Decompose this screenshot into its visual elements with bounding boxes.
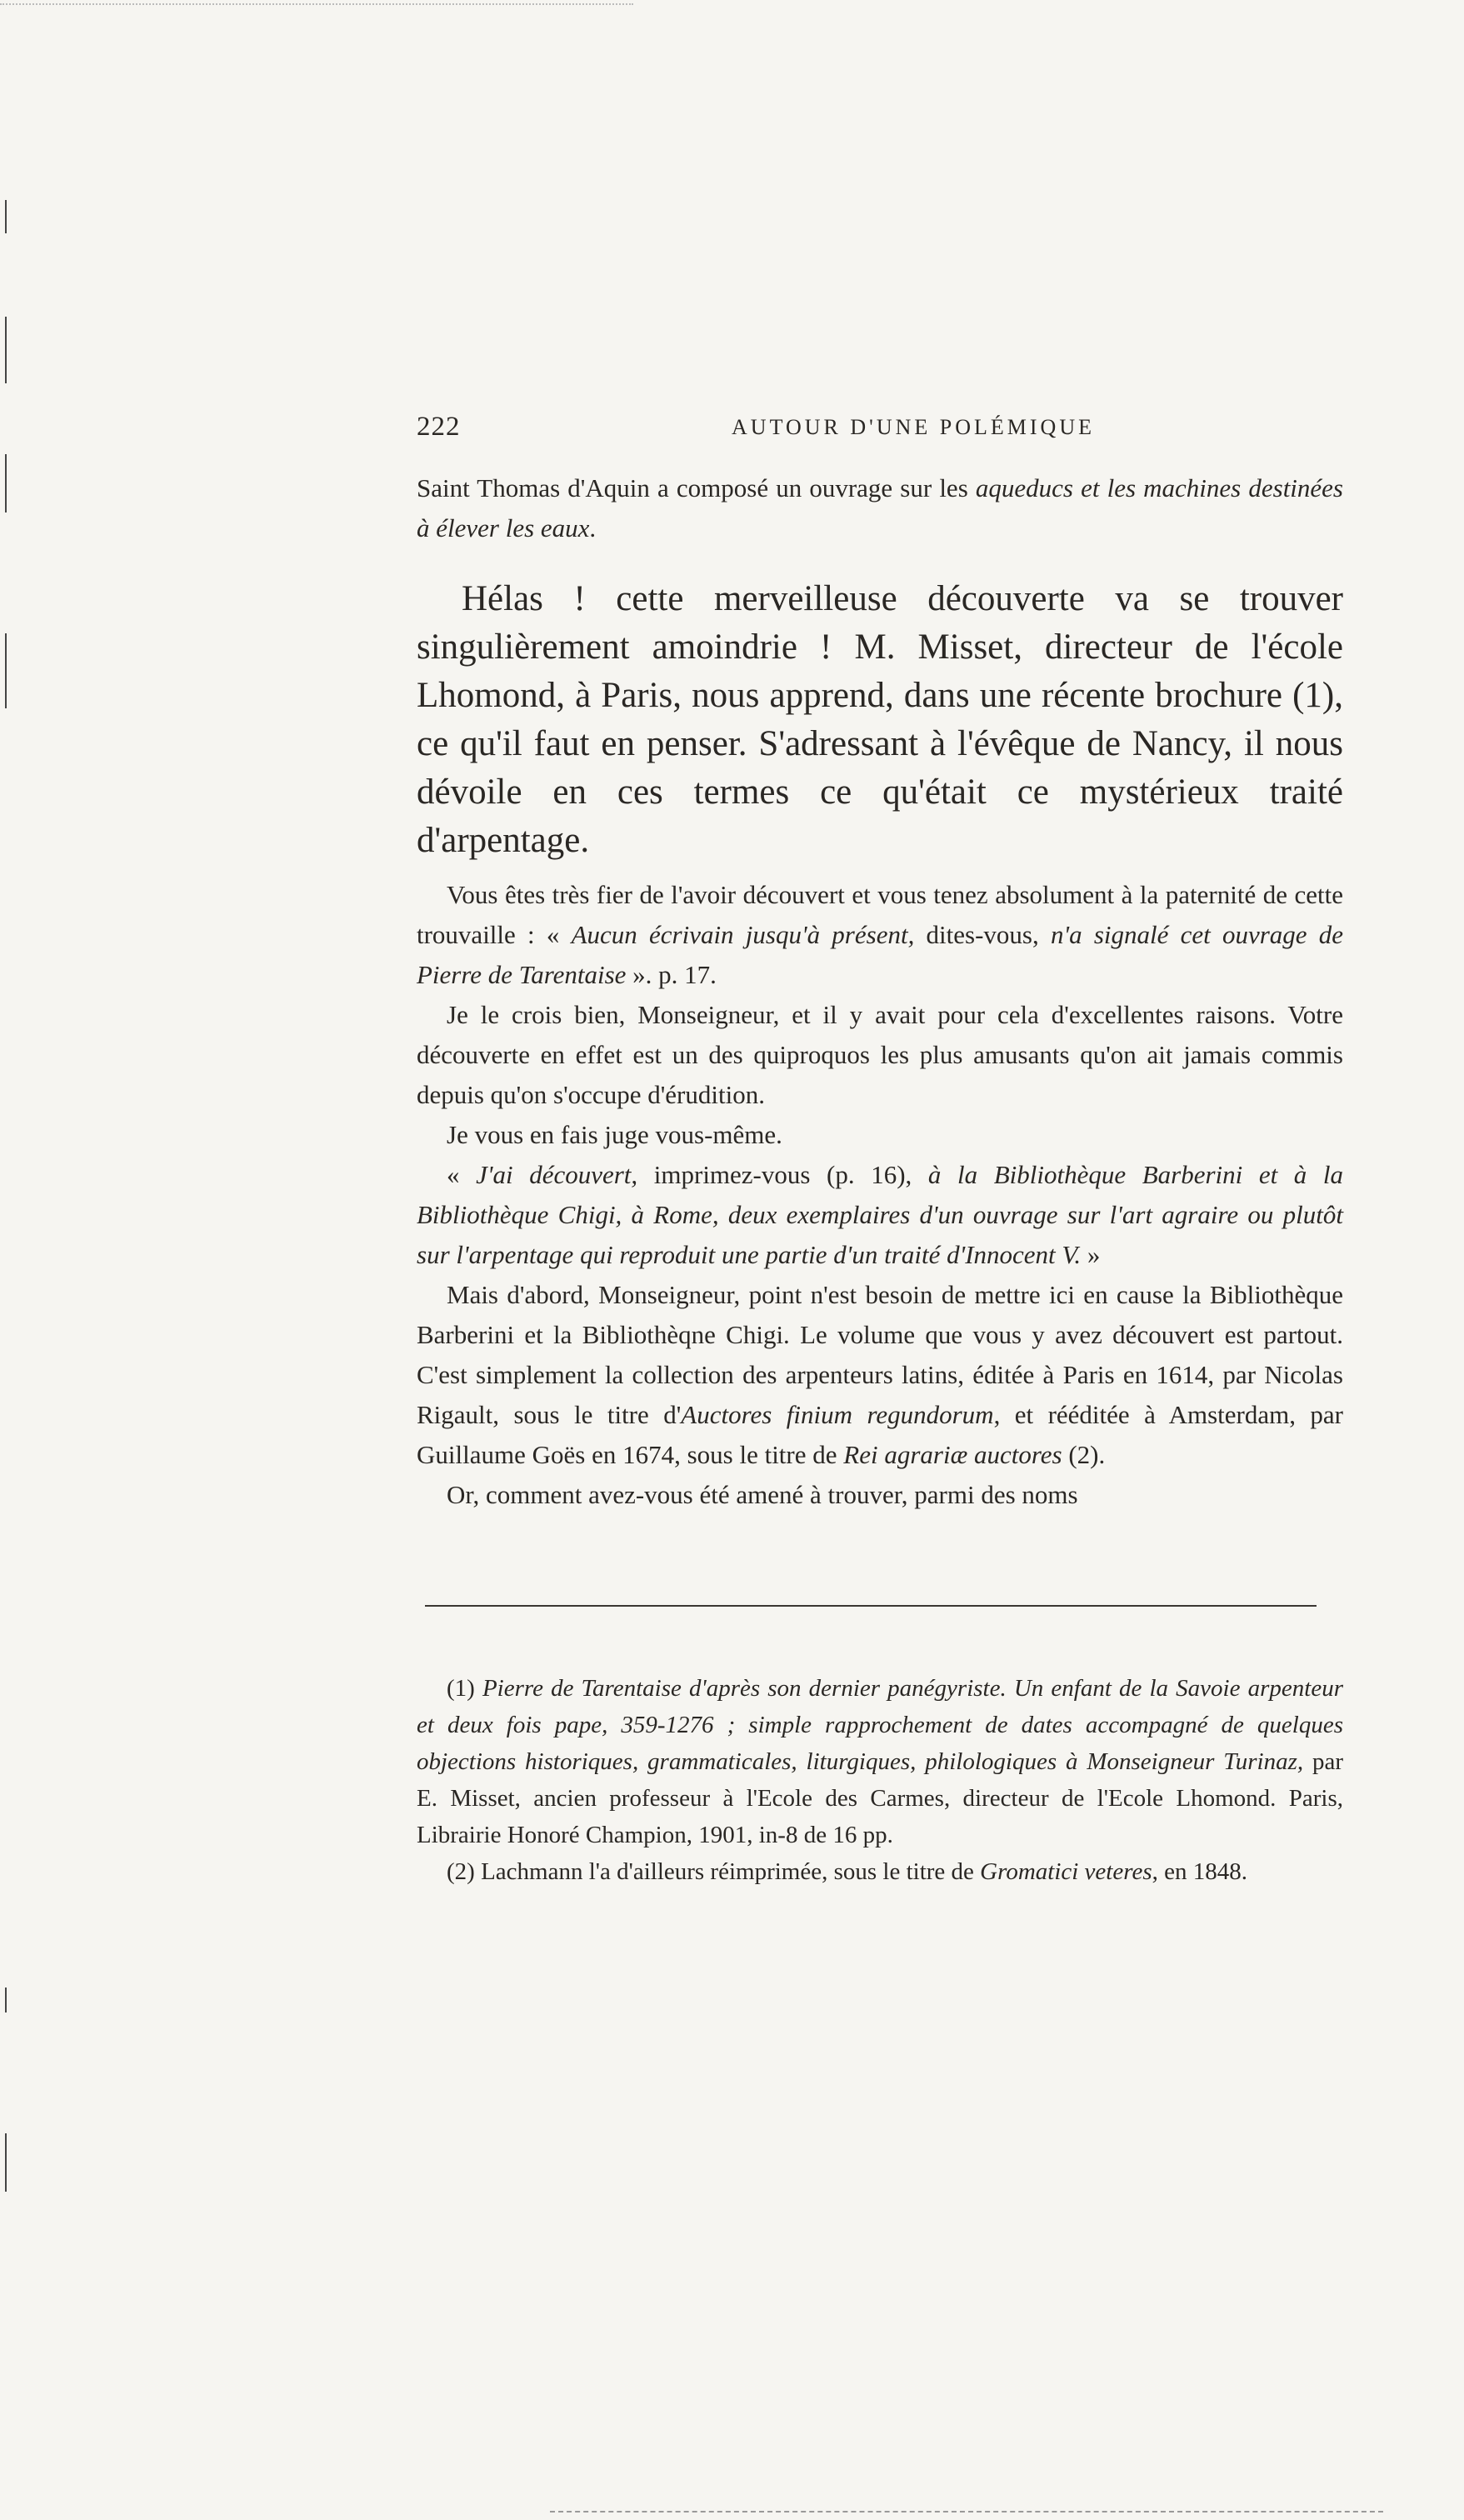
italic-run: J'ai découvert, (476, 1160, 638, 1189)
text-run: (2) Lachmann l'a d'ailleurs réimprimée, sous le titre de (447, 1858, 981, 1885)
margin-mark (5, 200, 7, 233)
running-title: AUTOUR D'UNE POLÉMIQUE (732, 415, 1095, 439)
text-run: , en 1848. (1152, 1858, 1247, 1885)
text-run: Mais d'abord, Monseigneur, point n'est besoin de mettre ici en cause la Bibliothèque Barberini et la Bibliothèqne Chigi. Le volume que vous y avez découvert est partout. C'est simplement la collection des arpenteurs latins, éditée à Paris en 1614, par Nicolas Rigault, sous le titre d' (417, 1280, 1343, 1429)
page-number: 222 (417, 412, 461, 442)
italic-run: Gromatici veteres (980, 1858, 1152, 1885)
text-run: « (447, 1160, 477, 1189)
italic-run: Auctores finium regundorum (681, 1400, 994, 1429)
text-run: , et rééditée à Amsterdam, par Guillaume Goës en 1674, sous le titre de (417, 1400, 1343, 1469)
text-run: ». p. 17. (626, 960, 717, 989)
scan-bottom-artifact (550, 2511, 1383, 2512)
margin-mark (5, 1988, 7, 2012)
footnote (417, 1670, 1343, 1853)
italic-run: Pierre de Tarentaise d'après son dernier panégyriste. Un enfant de la Savoie arpenteur et deux fois pape, 359-1276 ; simple rapprochement de dates accompagné de quelques objections historiques, grammaticales, liturgiques, philologiques à Monseigneur Turinaz, (417, 1675, 1343, 1775)
italic-run: à la Bibliothèque Barberini et à la Bibliothèque Chigi, à Rome, deux exemplaires d'un ouvrage sur l'art agraire ou plutôt sur l'arpentage qui reproduit une partie d'un traité d'Innocent V. (417, 1160, 1344, 1269)
page-header (417, 412, 1343, 453)
italic-run: aqueducs et les machines destinées à élever les eaux (417, 473, 1344, 542)
margin-mark (5, 454, 7, 512)
paragraph (417, 995, 1343, 1115)
main-text (417, 575, 1343, 865)
top-continuation (417, 468, 1343, 548)
text-run: dites-vous, (914, 920, 1051, 949)
text-run: (1) (447, 1675, 482, 1702)
paragraph (417, 1155, 1343, 1275)
text-run: imprimez-vous (p. 16), (637, 1160, 928, 1189)
italic-run: Aucun écrivain jusqu'à présent, (571, 920, 915, 949)
text-run: par E. Misset, ancien professeur à l'Ecole des Carmes, directeur de l'Ecole Lhomond. Paris, Librairie Honoré Champion, 1901, in-8 de 16 pp. (417, 1748, 1344, 1848)
text-run: Or, comment avez-vous été amené à trouver, parmi des noms (447, 1480, 1078, 1509)
footnote-separator (425, 1605, 1317, 1607)
text-run: Je le crois bien, Monseigneur, et il y avait pour cela d'excellentes raisons. Votre découverte en effet est un des quiproquos les plus amusants qu'on ait jamais commis depuis qu'on s'occupe d'érudition. (417, 1000, 1343, 1109)
scan-edge-artifact (0, 3, 633, 5)
text-run: » (1081, 1240, 1101, 1269)
text-run: Hélas ! cette merveilleuse découverte va se trouver singulièrement amoindrie ! M. Misset, directeur de l'école Lhomond, à Paris, nous apprend, dans une récente brochure (1), ce qu'il faut en penser. S'adressant à l'évêque de Nancy, il nous dévoile en ces termes ce qu'était ce mystérieux traité d'arpentage. (417, 579, 1343, 860)
paragraph (417, 875, 1343, 995)
text-run: Vous êtes très fier de l'avoir découvert et vous tenez absolument à la paternité de cette trouvaille : « (417, 880, 1343, 949)
footnote (417, 1853, 1343, 1890)
text-run: (2). (1062, 1440, 1106, 1469)
footnotes (417, 1670, 1343, 1890)
text-run: Saint Thomas d'Aquin a composé un ouvrage sur les (417, 473, 976, 502)
paragraph (417, 575, 1343, 865)
text-run: . (589, 513, 597, 542)
margin-mark (5, 633, 7, 708)
italic-run: n'a signalé cet ouvrage de Pierre de Tarentaise (417, 920, 1344, 989)
italic-run: Rei agrariæ auctores (843, 1440, 1062, 1469)
paragraph (417, 1275, 1343, 1475)
margin-mark (5, 2133, 7, 2192)
text-run: Je vous en fais juge vous-même. (447, 1120, 782, 1149)
quoted-letter (417, 875, 1343, 1515)
paragraph (417, 1115, 1343, 1155)
paragraph (417, 468, 1343, 548)
margin-mark (5, 317, 7, 383)
paragraph (417, 1475, 1343, 1515)
